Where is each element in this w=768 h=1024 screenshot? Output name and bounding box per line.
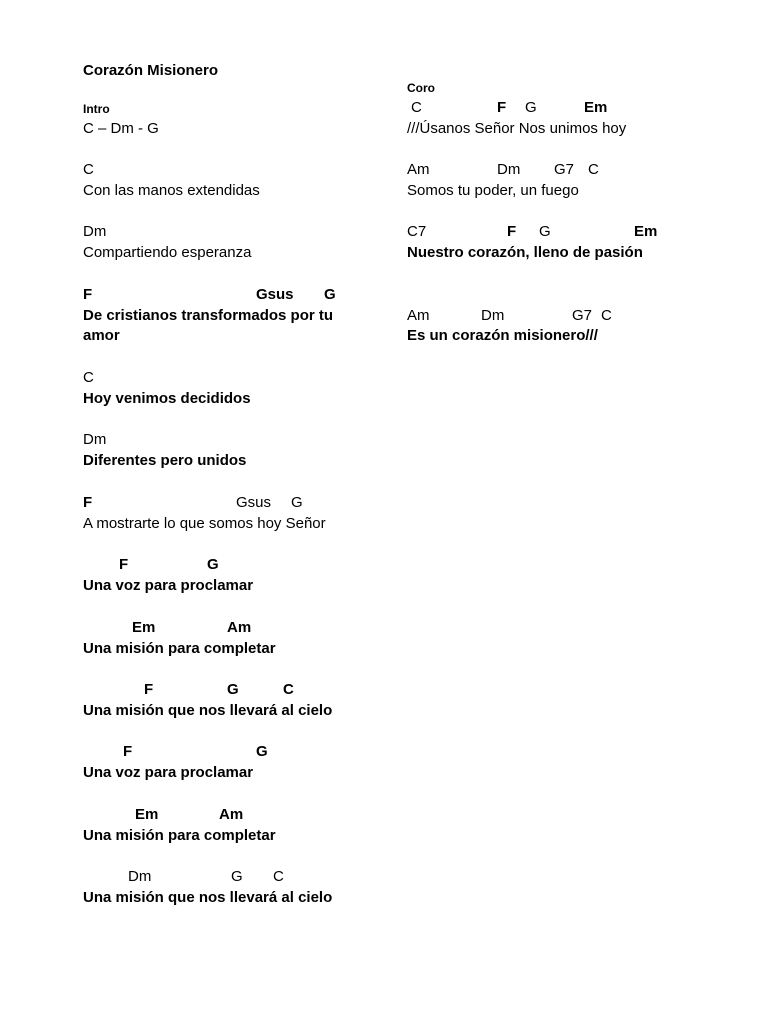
coro-label: Coro xyxy=(407,81,435,95)
lyric-line: ///Úsanos Señor Nos unimos hoy xyxy=(407,120,627,137)
chord: C xyxy=(283,681,294,698)
chord: G xyxy=(525,99,537,116)
chord: Dm xyxy=(497,161,521,178)
intro-label: Intro xyxy=(83,102,110,116)
chord: F xyxy=(497,99,507,116)
chord: G xyxy=(227,681,239,698)
chord: G7 xyxy=(572,307,593,324)
lyric-line: amor xyxy=(83,327,120,344)
lyric-line: Hoy venimos decididos xyxy=(83,390,251,407)
chord: F xyxy=(507,223,517,240)
lyric-line: De cristianos transformados por tu xyxy=(83,307,334,324)
lyric-line: Una misión para completar xyxy=(83,640,276,657)
lyric-line: Nuestro corazón, lleno de pasión xyxy=(407,244,643,261)
chord: G7 xyxy=(554,161,575,178)
chord: C xyxy=(83,161,94,178)
chord: Dm xyxy=(83,223,107,240)
lyric-line: Con las manos extendidas xyxy=(83,182,260,199)
song-title: Corazón Misionero xyxy=(83,62,219,79)
lyric-line: Una voz para proclamar xyxy=(83,577,254,594)
lyric-line: Una misión para completar xyxy=(83,827,276,844)
lyric-line: Somos tu poder, un fuego xyxy=(407,182,579,199)
chord: C xyxy=(273,868,284,885)
lyric-line: Una misión que nos llevará al cielo xyxy=(83,702,333,719)
chord: G xyxy=(539,223,551,240)
chord: Gsus xyxy=(256,286,294,303)
chord: Em xyxy=(132,619,156,636)
lyric-line: Una misión que nos llevará al cielo xyxy=(83,889,333,906)
lyric-line: Diferentes pero unidos xyxy=(83,452,247,469)
chord: Dm xyxy=(83,431,107,448)
chord: Am xyxy=(407,307,430,324)
chord: G xyxy=(324,286,336,303)
lyric-line: Es un corazón misionero/// xyxy=(407,327,598,344)
lyric-line: A mostrarte lo que somos hoy Señor xyxy=(83,515,326,532)
chord: G xyxy=(291,494,303,511)
chord: G xyxy=(207,556,219,573)
chord: G xyxy=(256,743,268,760)
chord: Gsus xyxy=(236,494,272,511)
chord: F xyxy=(83,286,93,303)
chord: Dm xyxy=(128,868,152,885)
chord: Em xyxy=(634,223,658,240)
chord: G xyxy=(231,868,243,885)
chord: Am xyxy=(407,161,430,178)
chord: C xyxy=(411,99,422,116)
chord: C xyxy=(601,307,612,324)
chord: Am xyxy=(219,806,244,823)
chord: F xyxy=(144,681,154,698)
chord: Em xyxy=(135,806,159,823)
chord: F xyxy=(83,494,93,511)
chord: F xyxy=(123,743,133,760)
lyric-line: Compartiendo esperanza xyxy=(83,244,252,261)
chord: Dm xyxy=(481,307,505,324)
lyric-line: Una voz para proclamar xyxy=(83,764,254,781)
chord: Am xyxy=(227,619,252,636)
chord: Em xyxy=(584,99,608,116)
chord: C xyxy=(83,369,94,386)
chord: C7 xyxy=(407,223,427,240)
chord: F xyxy=(119,556,129,573)
chord: C xyxy=(588,161,599,178)
intro-chords: C – Dm - G xyxy=(83,120,159,137)
